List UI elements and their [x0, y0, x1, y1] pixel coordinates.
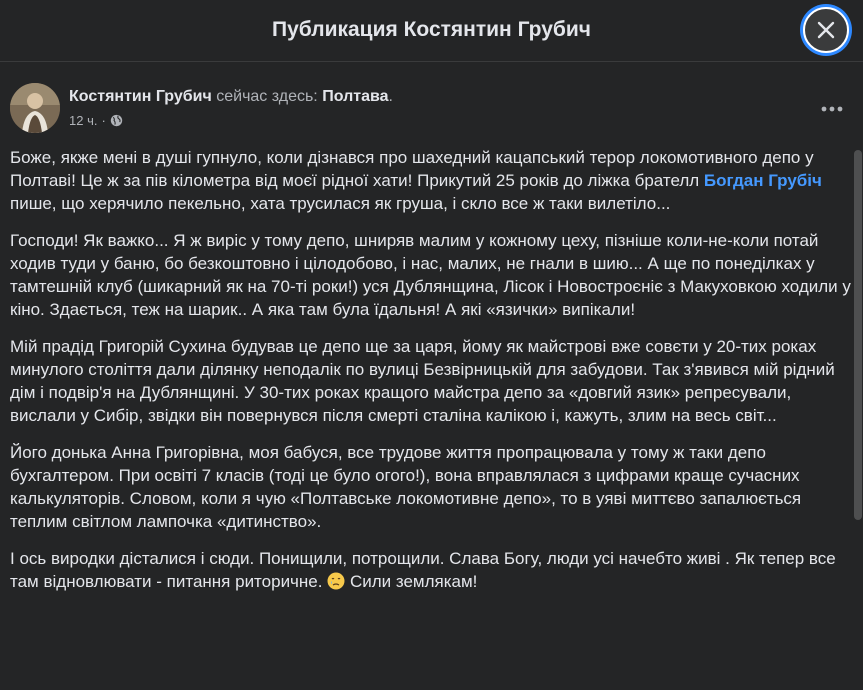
- paragraph-2: Господи! Як важко... Я ж виріс у тому депо, шниряв малим у кожному цеху, пізніше коли-не-коли потай ходив туди у баню, бо безкоштовно і цілодобово, і нас, малих, не гнали в шию... А ще по понеділках у тамтешній клуб (шикарний як на 70-ті роки!) уся Дублянщина, Лісок і Новостроєніє з Макуховкою ходили у кіно. Здається, теж на шарик.. А яка там була їдальня! А які «язички» випікали!: [10, 231, 851, 319]
- more-dots-icon: [821, 106, 843, 112]
- checkin-text: сейчас здесь:: [216, 88, 318, 105]
- dialog-header: [0, 0, 863, 62]
- more-options-button[interactable]: [818, 95, 846, 123]
- place-suffix: .: [388, 88, 393, 105]
- author-name[interactable]: Костянтин Грубич: [69, 88, 212, 105]
- post-text: [10, 146, 852, 607]
- avatar[interactable]: [10, 83, 60, 133]
- paragraph-5-text-b: Сили землякам!: [345, 572, 478, 591]
- close-button[interactable]: [803, 7, 849, 53]
- place-link[interactable]: Полтава: [322, 88, 389, 105]
- paragraph-1: [10, 146, 852, 215]
- paragraph-5: [10, 547, 852, 593]
- paragraph-4: Його донька Анна Григорівна, моя бабуся, все трудове життя пропрацювала у тому ж таки депо бухгалтером. При освіті 7 класів (тоді це було огого!), вона вправлялася з цифрами краще сучасних калькуляторів. Словом, коли я чую «Полтавське локомотивне депо», то в уяві миттєво запалюється теплим світлом лампочка «дитинство».: [10, 443, 802, 531]
- post-time[interactable]: 12 ч.: [69, 113, 98, 128]
- paragraph-1-text-b: пише, що херячило пекельно, хата трусилася як груша, і скло все ж таки вилетіло...: [10, 194, 671, 213]
- dialog-title: Публикация Костянтин Грубич: [272, 18, 591, 41]
- globe-icon: [110, 114, 123, 127]
- paragraph-5-text-a: І ось виродки дісталися і сюди. Понищили, потрощили. Слава Богу, люди усі начебто живі . Як тепер все там відновлювати - питання риторичне.: [10, 549, 836, 591]
- paragraph-1-text-a: Боже, якже мені в душі гупнуло, коли дізнався про шахедний кацапський терор локомотивного депо у Полтаві! Це ж за пів кілометра від моєї рідної хати! Прикутий 25 років до ліжка брателл: [10, 148, 814, 190]
- paragraph-3: Мій прадід Григорій Сухина будував це депо ще за царя, йому як майстрові вже совєти у 20-тих роках минулого століття дали ділянку неподалік по вулиці Безвірницькій для забудови. Так з'явився мій рідний дім і подвір'я на Дублянщині. У 30-тих роках кращого майстра депо за «довгий язик» репресували, вислали у Сибір, звідки він повернувся після смерті сталіна калікою і, кажуть, злим на весь світ...: [10, 337, 835, 425]
- author-line: [69, 88, 393, 106]
- crying-face-emoji: [327, 572, 345, 590]
- post-meta: [69, 113, 123, 128]
- author-photo: [10, 83, 60, 133]
- scrollbar-thumb[interactable]: [854, 150, 862, 520]
- meta-separator: ·: [101, 113, 106, 128]
- mention-link[interactable]: Богдан Грубіч: [703, 171, 822, 190]
- close-icon: [816, 20, 836, 40]
- post-header: [10, 83, 850, 135]
